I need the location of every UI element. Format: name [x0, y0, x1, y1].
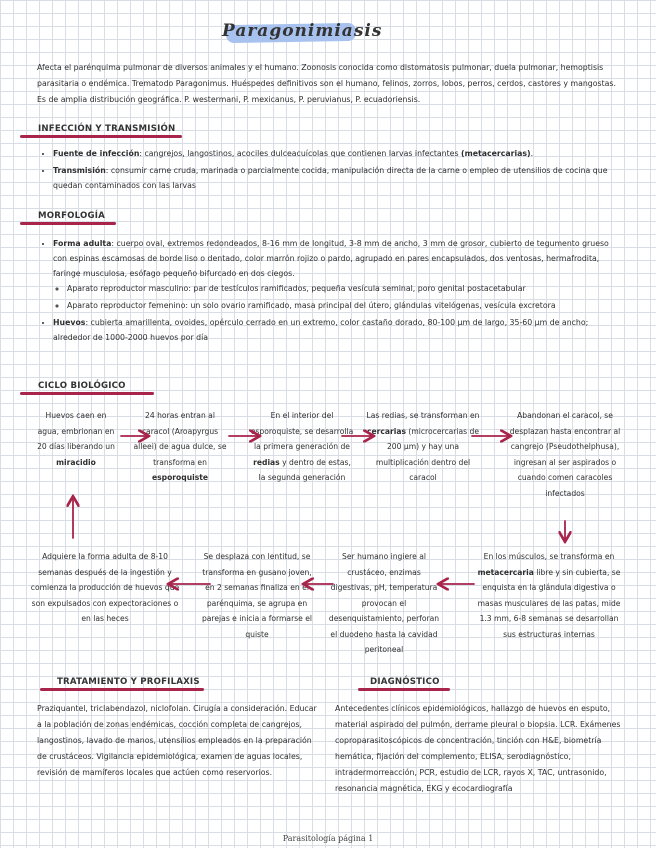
- heading-diagnostico: DIAGNÓSTICO: [370, 677, 440, 687]
- diagnostico-text: Antecedentes clínicos epidemiológicos, hallazgo de huevos en esputo, material aspirado del pulmón, derrame pleural o biopsia. LCR. Exámenes coproparasitoscópicos de concentración, tinción con H&E, biometría hemática, fijación del complemento, ELISA, serodiagnóstico, intradermorreacción, PCR, estudio de LCR, rayos X, TAC, untrasonido, resonancia magnética, EKG y ecocardiografía: [335, 704, 621, 793]
- cercarias-term: cercarias: [366, 426, 406, 436]
- intro-paragraph: Afecta el parénquima pulmonar de diversos animales y el humano. Zoonosis conocida como distomatosis pulmonar, duela pulmonar, hemoptisis parasitaria o endémica. Trematodo Paragonimus. Huéspedes definitivos son el humano, felinos, zorros, lobos, perros, cerdos, castores y mangostas. Es de amplia distribución geográfica. P. westermani, P. mexicanus, P. peruvianus, P. ecuadoriensis.: [37, 63, 616, 104]
- page-footer: Parasitología página 1: [282, 834, 374, 843]
- transmision-text: : consumir carne cruda, marinada o parcialmente cocida, manipulación directa de la carne o empleo de utensilios de cocina que quedan contaminados con las larvas: [53, 166, 608, 190]
- heading-tratamiento: TRATAMIENTO Y PROFILAXIS: [57, 677, 200, 687]
- fuente-label: Fuente de infección: [53, 149, 140, 158]
- redias-term: redias: [253, 457, 280, 467]
- cycle-step-4: Las redias, se transforman en cercarias (microcercarias de 200 µm) y hay una multiplicación dentro del caracol: [366, 411, 480, 482]
- miracidio-term: miracidio: [56, 457, 96, 467]
- heading-ciclo: CICLO BIOLÓGICO: [38, 381, 126, 391]
- cycle-step-2: 24 horas entran al caracol (Aroapyrgus alleei) de agua dulce, se transforma en esporoquiste: [133, 411, 227, 482]
- sub-list-item: ◦ Aparato reproductor masculino: par de testículos ramificados, pequeña vesícula seminal, poro genital postacetabular: [67, 281, 619, 296]
- esporoquiste-term: esporoquiste: [151, 473, 209, 482]
- metacercarias-term: (metacercarias): [461, 149, 531, 158]
- cycle-step-6: En los músculos, se transforma en metacercaria libre y sin cubierta, se enquista en la glándula digestiva o masas musculares de las patas, mide 1.3 mm, 6-8 semanas se desarrollan sus estructuras internas: [477, 552, 621, 639]
- cycle-step-8: Se desplaza con lentitud, se transforma en gusano joven, en 2 semanas finaliza en el parénquima, se agrupa en parejas e inicia a formarse el quiste: [201, 552, 313, 639]
- heading-morfologia: MORFOLOGÍA: [38, 211, 106, 221]
- cycle-step-1: Huevos caen en agua, embrionan en 20 días liberando un miracidio: [37, 411, 115, 467]
- heading-underline: [40, 688, 204, 691]
- cycle-step-9: Adquiere la forma adulta de 8-10 semanas después de la ingestión y comienza la producción de huevos que son expulsados con expectoraciones o en las heces: [30, 552, 180, 623]
- metacercaria-term: metacercaria: [477, 567, 534, 577]
- fuente-end: .: [530, 149, 534, 158]
- forma-adulta-label: Forma adulta: [53, 239, 112, 248]
- heading-infeccion: INFECCIÓN Y TRANSMISIÓN: [38, 124, 176, 134]
- cycle-step-7: Ser humano ingiere al crustáceo, enzimas digestivas, pH, temperatura provocan el desenquistamiento, perforan el duodeno hasta la cavidad peritoneal: [328, 552, 440, 654]
- fuente-text: : cangrejos, langostinos, acociles dulceacuícolas que contienen larvas infectantes: [139, 149, 462, 158]
- transmision-label: Transmisión: [53, 166, 106, 175]
- forma-adulta-text: : cuerpo oval, extremos redondeados, 8-16 mm de longitud, 3-8 mm de ancho, 3 mm de grosor, cubierto de tegumento grueso con espinas escamosas de borde liso o dentado, color marrón rojizo o pardo, agrupado en pares encapsulados, dos ventosas, hermafrodita, faringe musculosa, esófago pequeño bifurcado en dos ciegos.: [53, 239, 609, 278]
- huevos-text: : cubierta amarillenta, ovoides, opérculo cerrado en un extremo, color castaño dorado, 80-100 µm de largo, 35-60 µm de ancho; alrededor de 1000-2000 huevos por día: [53, 318, 589, 342]
- heading-underline: [358, 688, 450, 691]
- cycle-step-5: Abandonan el caracol, se desplazan hasta encontrar al cangrejo (Pseudothelphusa), ingresan al ser aspirados o cuando comen caracoles infectados: [509, 411, 621, 498]
- huevos-label: Huevos: [53, 318, 86, 327]
- sub-list-item: ◦ Aparato reproductor femenino: un solo ovario ramificado, masa principal del útero, glándulas vitelógenas, vesícula excretora: [67, 298, 619, 313]
- cycle-step-3: En el interior del esporoquiste, se desarrolla la primera generación de redias y dentro de estas, la segunda generación: [250, 411, 354, 482]
- page-title: Paragonimiasis: [222, 21, 383, 41]
- tratamiento-text: Praziquantel, triclabendazol, niclofolan. Cirugía a consideración. Educar a la población de zonas endémicas, cocción completa de cangrejos, langostinos, lavado de manos, utensilios empleados en la preparación de crustáceos. Vigilancia epidemiológica, examen de aguas locales, revisión de mamíferos locales que actúen como reservorios.: [37, 704, 317, 777]
